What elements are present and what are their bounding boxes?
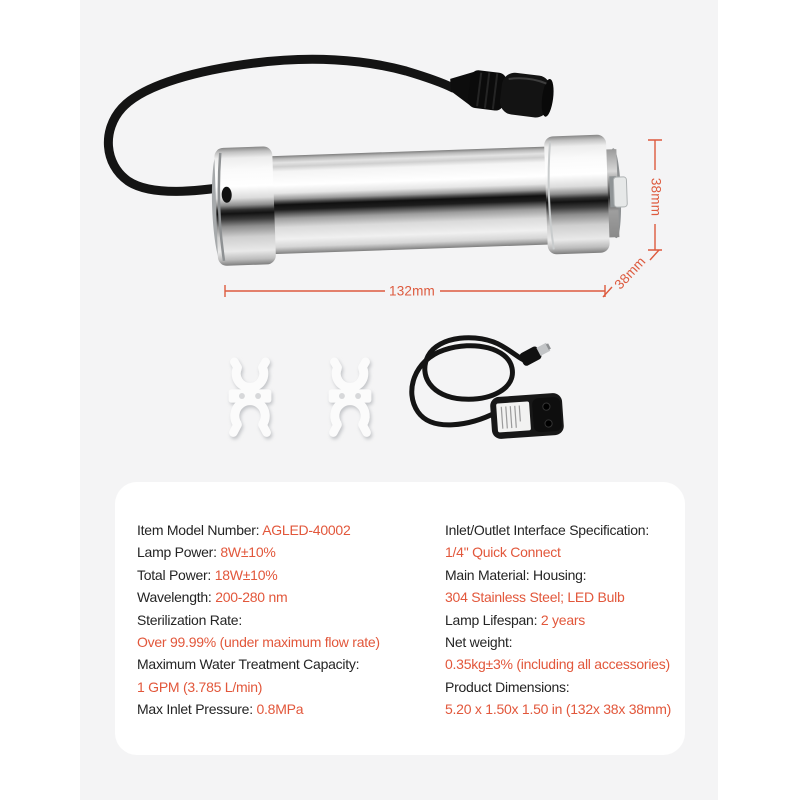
spec-value: 0.35kg±3% (including all accessories) <box>445 656 670 673</box>
spec-row-product-dimensions <box>445 676 677 698</box>
spec-value: 1 GPM (3.785 L/min) <box>137 678 263 695</box>
spec-label: Item Model Number: <box>137 522 263 538</box>
spec-value: AGLED-40002 <box>262 522 351 538</box>
spec-label: Max Inlet Pressure: <box>137 701 257 718</box>
spec-row-sterilization-rate <box>137 609 437 631</box>
spec-row-total-power <box>137 564 437 586</box>
spec-value: Over 99.99% (under maximum flow rate) <box>137 634 380 651</box>
spec-row-interface <box>445 519 677 541</box>
spec-value: 0.8MPa <box>256 701 304 718</box>
dimension-depth-label: 38mm <box>611 253 649 293</box>
spec-row-interface-value <box>445 541 677 563</box>
spec-label: Main Material: Housing: <box>445 566 587 583</box>
spec-label: Lamp Power: <box>137 544 221 561</box>
spec-label: Wavelength: <box>137 589 216 606</box>
dimension-length-label: 132mm <box>388 283 436 299</box>
spec-row-lifespan <box>445 609 677 631</box>
spec-row-net-weight-value <box>445 653 677 675</box>
spec-value: 304 Stainless Steel; LED Bulb <box>445 589 625 606</box>
dimension-height-label: 38mm <box>648 177 664 217</box>
spec-label: Maximum Water Treatment Capacity: <box>137 656 360 673</box>
spec-value: 1/4" Quick Connect <box>445 544 561 561</box>
spec-column-left <box>137 519 437 721</box>
spec-row-treatment-capacity <box>137 653 437 675</box>
spec-value: 200-280 nm <box>215 589 288 606</box>
spec-value: 8W±10% <box>220 544 276 561</box>
spec-panel <box>115 482 685 755</box>
spec-row-material <box>445 564 677 586</box>
spec-row-product-dimensions-value <box>445 698 677 720</box>
spec-row-net-weight <box>445 631 677 653</box>
spec-value: 5.20 x 1.50x 1.50 in (132x 38x 38mm) <box>445 701 672 718</box>
spec-label: Sterilization Rate: <box>137 611 242 628</box>
spec-value: 18W±10% <box>214 566 278 583</box>
spec-row-lamp-power <box>137 541 437 563</box>
spec-row-wavelength <box>137 586 437 608</box>
spec-label: Lamp Lifespan: <box>445 611 541 628</box>
spec-column-right <box>445 519 677 721</box>
spec-row-material-value <box>445 586 677 608</box>
spec-value: 2 years <box>540 611 586 628</box>
spec-label: Inlet/Outlet Interface Specification: <box>445 522 649 538</box>
spec-label: Net weight: <box>445 634 513 651</box>
spec-label: Total Power: <box>137 566 215 583</box>
spec-row-inlet-pressure <box>137 698 437 720</box>
spec-label: Product Dimensions: <box>445 678 570 695</box>
spec-row-sterilization-rate-value <box>137 631 437 653</box>
spec-row-model <box>137 519 437 541</box>
spec-row-treatment-capacity-value <box>137 676 437 698</box>
